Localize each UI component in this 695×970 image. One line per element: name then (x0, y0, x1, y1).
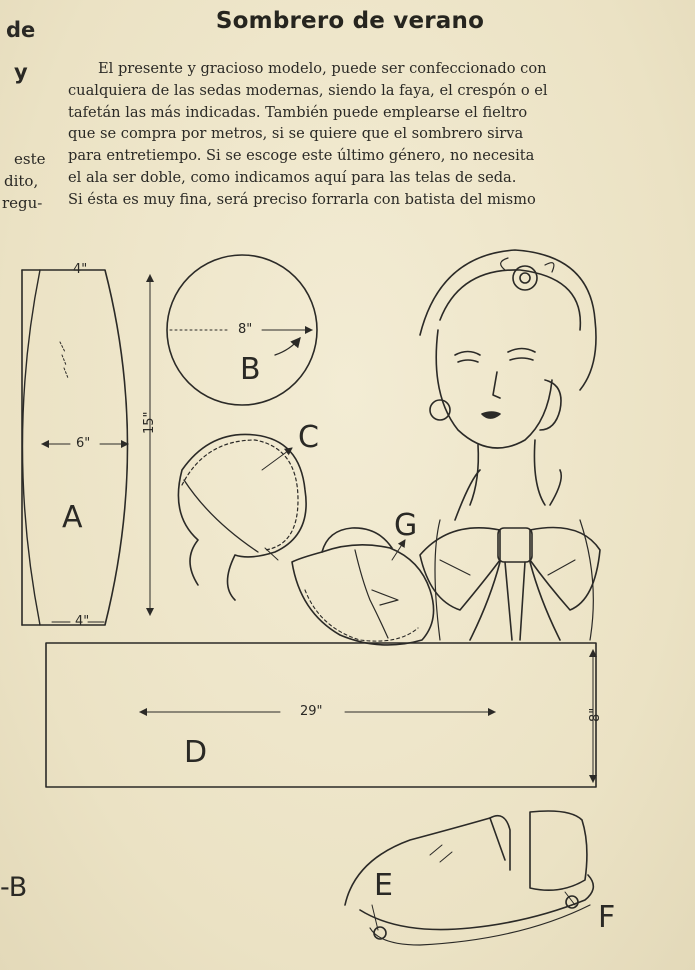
article-line: El presente y gracioso modelo, puede ser confeccionado con (98, 60, 547, 77)
article-line: tafetán las más indicadas. También puede emplearse el fieltro (68, 103, 528, 121)
left-column-fragment-6: -B (0, 872, 28, 903)
measure-b-diameter: 8" (238, 322, 253, 337)
measure-d-height: 8" (588, 707, 603, 722)
measure-d-length: 29" (300, 704, 323, 719)
article-line: el ala ser doble, como indicamos aquí para las telas de seda. (68, 168, 517, 186)
label-piece-a: A (62, 500, 83, 535)
page-title: Sombrero de verano (215, 8, 485, 34)
pattern-piece-g (292, 528, 434, 645)
measure-a-height: 15" (142, 411, 157, 434)
left-column-fragment-3: este (14, 150, 46, 168)
left-column-fragment-1: de (6, 18, 36, 42)
left-column-fragment-2: y (14, 60, 28, 84)
measure-a-top: 4" (73, 262, 88, 277)
label-piece-f: F (598, 900, 616, 935)
measure-a-bottom: 4" (75, 614, 90, 629)
label-piece-b: B (240, 352, 261, 387)
left-column-fragment-4: dito, (4, 172, 39, 190)
label-piece-d: D (184, 735, 208, 770)
label-piece-e: E (374, 868, 393, 903)
article-line: cualquiera de las sedas modernas, siendo la faya, el crespón o el (68, 81, 548, 99)
article-line: Si ésta es muy fina, será preciso forrarla con batista del mismo (68, 190, 536, 208)
label-piece-g: G (394, 508, 418, 543)
label-piece-c: C (298, 420, 319, 455)
left-column-fragment-5: regu- (2, 194, 43, 212)
woman-illustration (420, 250, 600, 640)
article-line: para entretiempo. Si se escoge este último género, no necesita (68, 147, 535, 165)
measure-a-middle: 6" (76, 436, 91, 451)
pattern-piece-c (178, 434, 306, 600)
article-line: que se compra por metros, si se quiere que el sombrero sirva (68, 125, 524, 143)
